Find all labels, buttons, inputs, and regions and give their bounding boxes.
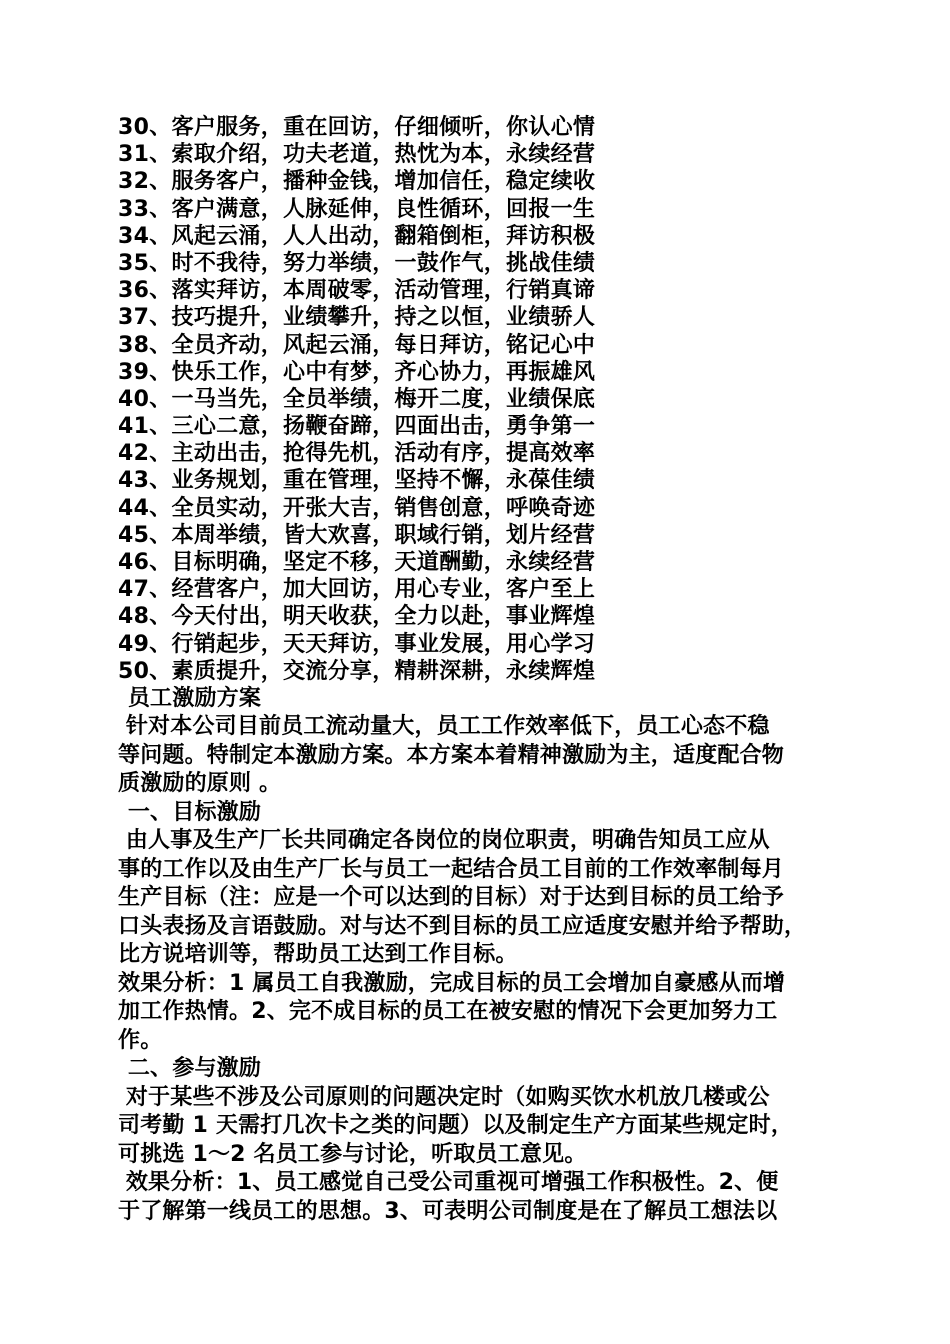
slogan-item: 38、全员齐动，风起云涌，每日拜访，铭记心中 — [118, 332, 596, 358]
paragraph-line: 效果分析：1、员工感觉自己受公司重视可增强工作积极性。2、便 — [118, 1170, 779, 1196]
slogan-item: 42、主动出击，抢得先机，活动有序，提高效率 — [118, 441, 596, 467]
section-heading: 二、参与激励 — [120, 1056, 262, 1082]
paragraph-line: 生产目标（注：应是一个可以达到的目标）对于达到目标的员工给予 — [118, 885, 785, 911]
slogan-item: 30、客户服务，重在回访，仔细倾听，你认心情 — [118, 115, 596, 140]
incentive-plan-text — [118, 685, 848, 1227]
paragraph-line: 司考勤 1 天需打几次卡之类的问题）以及制定生产方面某些规定时， — [118, 1113, 794, 1139]
paragraph-line: 针对本公司目前员工流动量大，员工工作效率低下，员工心态不稳 — [118, 714, 770, 740]
slogan-item: 32、服务客户，播种金钱，增加信任，稳定续收 — [118, 169, 596, 195]
slogan-item: 48、今天付出，明天收获，全力以赴，事业辉煌 — [118, 604, 596, 630]
slogan-item: 49、行销起步，天天拜访，事业发展，用心学习 — [118, 631, 596, 657]
slogan-item: 37、技巧提升，业绩攀升，持之以恒，业绩骄人 — [118, 305, 596, 331]
slogan-item: 33、客户满意，人脉延伸，良性循环，回报一生 — [118, 196, 596, 222]
paragraph-line: 对于某些不涉及公司原则的问题决定时（如购买饮水机放几楼或公 — [118, 1084, 770, 1110]
paragraph-line: 加工作热情。2、完不成目标的员工在被安慰的情况下会更加努力工 — [118, 999, 778, 1025]
slogan-item: 35、时不我待，努力举绩，一鼓作气，挑战佳绩 — [118, 250, 596, 276]
slogan-item: 40、一马当先，全员举绩，梅开二度，业绩保底 — [118, 386, 596, 412]
paragraph-line: 可挑选 1～2 名员工参与讨论，听取员工意见。 — [118, 1141, 587, 1167]
paragraph-line: 口头表扬及言语鼓励。对与达不到目标的员工应适度安慰并给予帮助， — [118, 913, 807, 939]
slogan-item: 43、业务规划，重在管理，坚持不懈，永葆佳绩 — [118, 468, 596, 494]
section-title: 员工激励方案 — [120, 685, 262, 711]
slogan-item: 46、目标明确，坚定不移，天道酬勤，永续经营 — [118, 550, 596, 575]
paragraph-line: 事的工作以及由生产厂长与员工一起结合员工目前的工作效率制每月 — [118, 856, 785, 882]
paragraph-line: 质激励的原则 。 — [118, 771, 282, 797]
slogan-list — [118, 114, 848, 685]
slogan-item: 44、全员实动，开张大吉，销售创意，呼唤奇迹 — [118, 495, 596, 521]
paragraph-line: 比方说培训等，帮助员工达到工作目标。 — [118, 942, 518, 968]
slogan-item: 39、快乐工作，心中有梦，齐心协力，再振雄风 — [118, 359, 596, 385]
slogan-item: 47、经营客户，加大回访，用心专业，客户至上 — [118, 577, 596, 603]
section-heading: 一、目标激励 — [120, 799, 262, 825]
slogan-item: 41、三心二意，扬鞭奋蹄，四面出击，勇争第一 — [118, 414, 596, 440]
slogan-item: 50、素质提升，交流分享，精耕深耕，永续辉煌 — [118, 658, 596, 684]
slogan-item: 31、索取介绍，功夫老道，热忱为本，永续经营 — [118, 142, 596, 168]
paragraph-line: 于了解第一线员工的思想。3、可表明公司制度是在了解员工想法以 — [118, 1198, 778, 1224]
document-page — [118, 114, 848, 1226]
paragraph-line: 作。 — [118, 1027, 163, 1053]
paragraph-line: 效果分析：1 属员工自我激励，完成目标的员工会增加自豪感从而增 — [118, 970, 786, 996]
paragraph-line: 等问题。特制定本激励方案。本方案本着精神激励为主，适度配合物 — [118, 742, 785, 768]
paragraph-line: 由人事及生产厂长共同确定各岗位的岗位职责，明确告知员工应从 — [118, 828, 770, 854]
slogan-item: 36、落实拜访，本周破零，活动管理，行销真谛 — [118, 278, 596, 304]
slogan-item: 34、风起云涌，人人出动，翻箱倒柜，拜访积极 — [118, 223, 596, 249]
slogan-item: 45、本周举绩，皆大欢喜，职域行销，划片经营 — [118, 522, 596, 548]
